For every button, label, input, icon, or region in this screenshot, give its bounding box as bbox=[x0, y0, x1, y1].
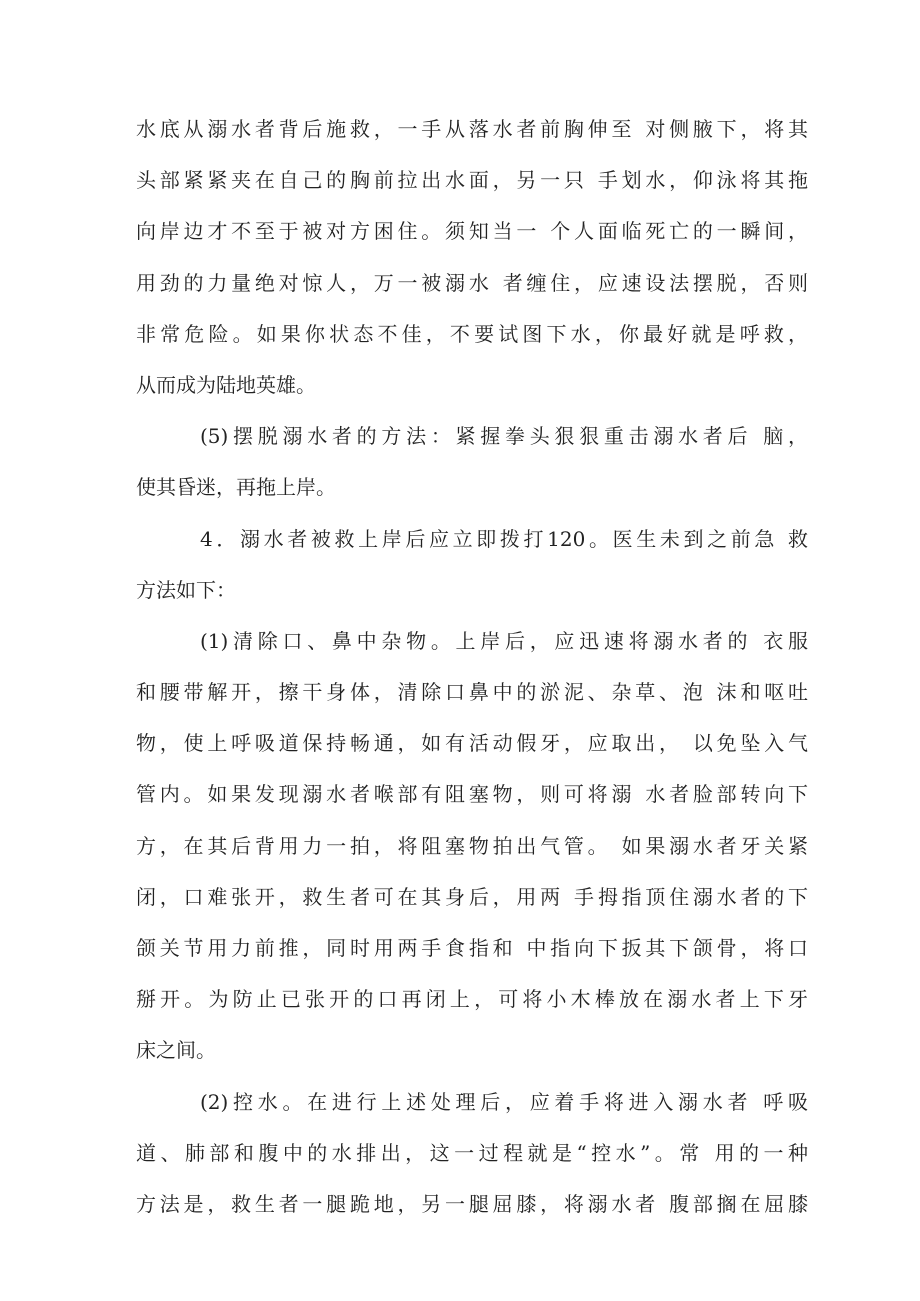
text-line: 用劲的力量绝对惊人，万一被溺水 者缠住，应速设法摆脱，否则 bbox=[136, 270, 808, 295]
text-line: 管内。如果发现溺水者喉部有阻塞物，则可将溺 水者脸部转向下 bbox=[136, 782, 808, 807]
text-line: 使其昏迷，再拖上岸。 bbox=[136, 475, 336, 500]
text-line: 头部紧紧夹在自己的胸前拉出水面，另一只 手划水，仰泳将其拖 bbox=[136, 168, 808, 193]
text-line: 方法是，救生者一腿跪地，另一腿屈膝，将溺水者 腹部搁在屈膝 bbox=[136, 1191, 808, 1216]
text-line: 闭，口难张开，救生者可在其身后，用两 手拇指顶住溺水者的下 bbox=[136, 884, 808, 909]
text-line: 向岸边才不至于被对方困住。须知当一 个人面临死亡的一瞬间， bbox=[136, 219, 808, 244]
text-line: 水底从溺水者背后施救，一手从落水者前胸伸至 对侧腋下，将其 bbox=[136, 117, 808, 141]
text-line: 颌关节用力前推，同时用两手食指和 中指向下扳其下颌骨，将口 bbox=[136, 936, 808, 960]
text-line: (5)摆脱溺水者的方法：紧握拳头狠狠重击溺水者后 脑， bbox=[200, 424, 808, 449]
text-line: 物，使上呼吸道保持畅通，如有活动假牙，应取出， 以免坠入气 bbox=[136, 731, 808, 756]
text-line: 从而成为陆地英雄。 bbox=[136, 372, 316, 397]
text-line: 4．溺水者被救上岸后应立即拨打120。医生未到之前急 救 bbox=[200, 526, 808, 551]
text-line: 非常危险。如果你状态不佳，不要试图下水，你最好就是呼救， bbox=[136, 321, 808, 346]
text-line: (1)清除口、鼻中杂物。上岸后，应迅速将溺水者的 衣服 bbox=[200, 628, 808, 653]
text-line: 道、肺部和腹中的水排出，这一过程就是“控水”。常 用的一种 bbox=[136, 1140, 808, 1165]
text-line: 和腰带解开，擦干身体，清除口鼻中的淤泥、杂草、泡 沫和呕吐 bbox=[136, 680, 808, 705]
text-line: 掰开。为防止已张开的口再闭上，可将小木棒放在溺水者上下牙 bbox=[136, 987, 808, 1012]
document-body bbox=[136, 104, 808, 1230]
text-line: 方，在其后背用力一拍，将阻塞物拍出气管。 如果溺水者牙关紧 bbox=[136, 833, 808, 858]
text-line: 床之间。 bbox=[136, 1038, 216, 1063]
text-line: (2)控水。在进行上述处理后，应着手将进入溺水者 呼吸 bbox=[200, 1089, 808, 1114]
text-line: 方法如下： bbox=[136, 577, 236, 602]
